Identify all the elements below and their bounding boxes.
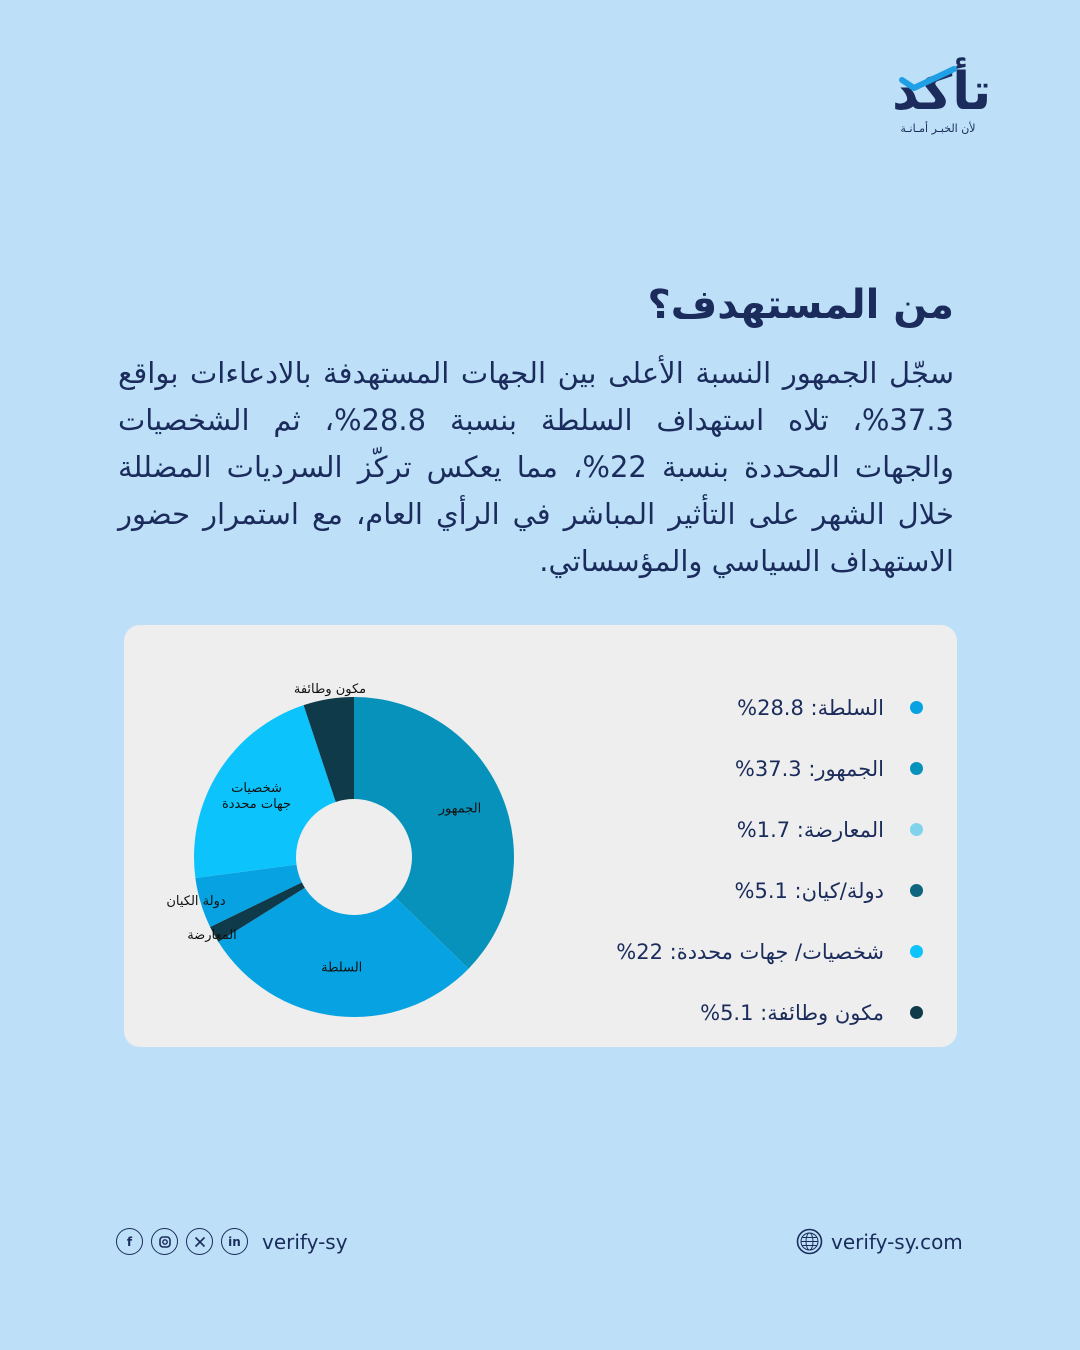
- legend-label: دولة/كيان: 5.1%: [734, 878, 884, 903]
- footer: [0, 1228, 1080, 1258]
- legend-item: [543, 799, 923, 860]
- legend-label: الجمهور: 37.3%: [734, 756, 884, 781]
- globe-icon: [796, 1228, 823, 1255]
- checkmark-icon: [898, 66, 958, 92]
- legend-item: [543, 677, 923, 738]
- legend-item: [543, 860, 923, 921]
- legend-label: شخصيات/ جهات محددة: 22%: [616, 939, 884, 964]
- chart-card: [124, 625, 957, 1047]
- legend-label: المعارضة: 1.7%: [736, 817, 884, 842]
- slice-label: دولة الكيان: [166, 894, 226, 909]
- brand-logo: [892, 62, 992, 148]
- legend-swatch: [910, 823, 923, 836]
- logo-mark: [892, 62, 992, 122]
- legend-swatch: [910, 884, 923, 897]
- page-title: من المستهدف؟: [647, 282, 954, 328]
- slice-label: السلطة: [321, 960, 363, 976]
- summary-paragraph: سجّل الجمهور النسبة الأعلى بين الجهات المستهدفة بالادعاءات بواقع 37.3%، تلاه استهداف السلطة بنسبة 28.8%، ثم الشخصيات والجهات المحددة بنسبة 22%، مما يعكس تركّز السرديات المضللة خلال الشهر على التأثير المباشر في الرأي العام، مع استمرار حضور الاستهداف السياسي والمؤسساتي.: [118, 356, 954, 578]
- legend-swatch: [910, 945, 923, 958]
- slice-label: الجمهور: [438, 801, 482, 817]
- logo-text: تأكد: [892, 62, 992, 122]
- chart-legend: [543, 677, 923, 1043]
- legend-item: [543, 982, 923, 1043]
- facebook-icon[interactable]: f: [116, 1228, 143, 1255]
- slice-label: المعارضة: [187, 928, 237, 943]
- social-handle[interactable]: verify-sy: [262, 1229, 348, 1254]
- legend-item: [543, 738, 923, 799]
- slice-label: مكون وطائفة: [293, 682, 367, 697]
- linkedin-icon[interactable]: in: [221, 1228, 248, 1255]
- social-links: [116, 1228, 348, 1255]
- donut-chart: [124, 625, 544, 1047]
- website-url[interactable]: verify-sy.com: [831, 1229, 963, 1254]
- legend-label: مكون وطائفة: 5.1%: [700, 1000, 884, 1025]
- legend-item: [543, 921, 923, 982]
- legend-swatch: [910, 701, 923, 714]
- x-icon[interactable]: [186, 1228, 213, 1255]
- legend-swatch: [910, 762, 923, 775]
- legend-label: السلطة: 28.8%: [737, 695, 884, 720]
- logo-tagline: لأن الخبـر أمـانـة: [900, 122, 976, 135]
- legend-swatch: [910, 1006, 923, 1019]
- website-link[interactable]: [796, 1228, 963, 1255]
- slice-label: شخصيات جهات محددة: [221, 780, 292, 812]
- instagram-icon[interactable]: [151, 1228, 178, 1255]
